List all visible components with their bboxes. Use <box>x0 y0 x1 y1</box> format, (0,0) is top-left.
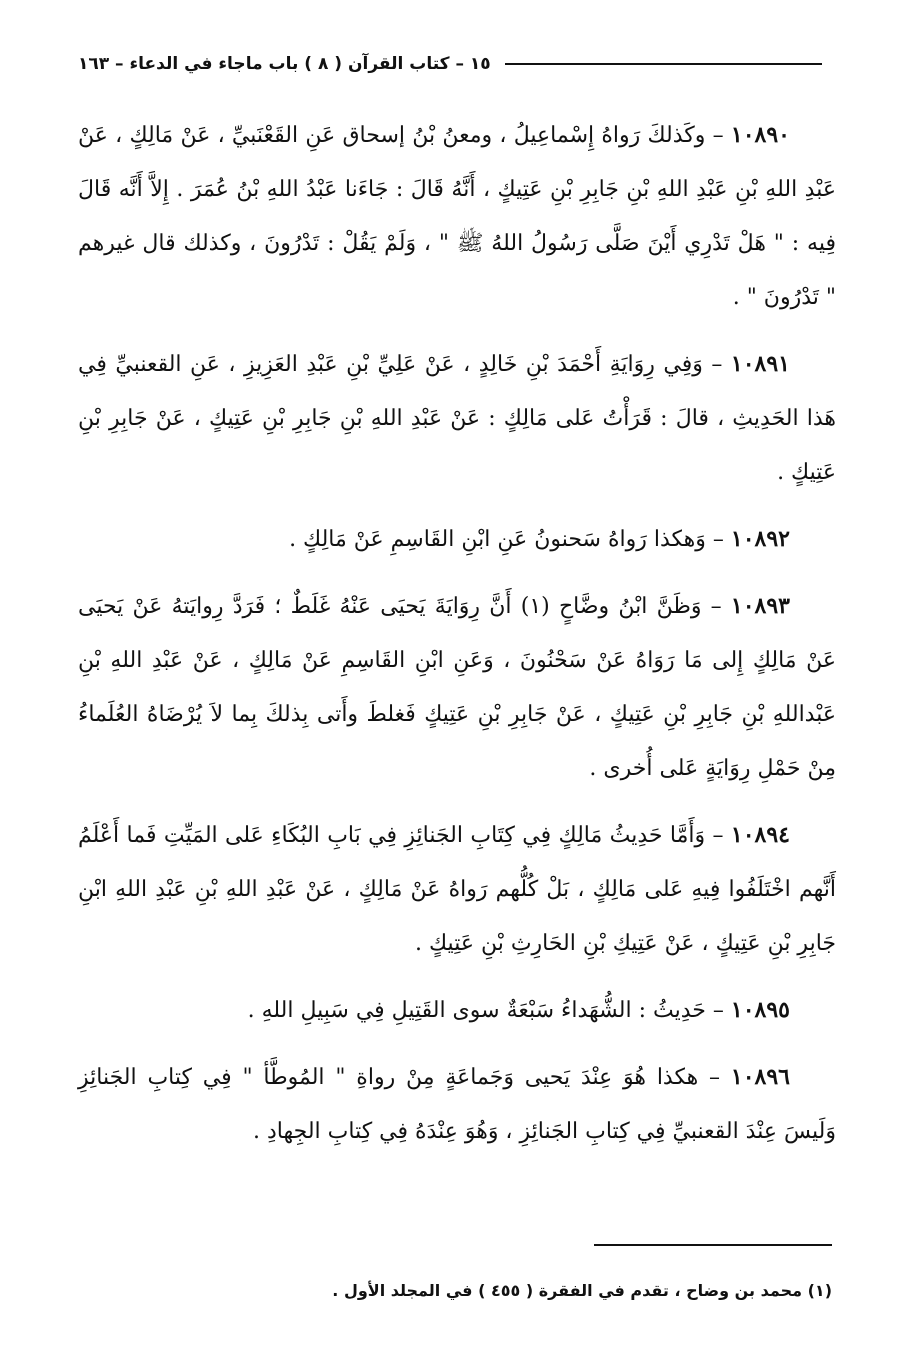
entry-10894 <box>78 808 836 971</box>
entry-10892 <box>78 512 836 567</box>
footnote-separator <box>594 1244 832 1246</box>
entry-10891 <box>78 337 836 500</box>
entry-text: – وكَذلكَ رَواهُ إِسْماعِيلُ ، ومعنُ بْنُ إسحاق عَنِ القَعْنَبيِّ ، عَنْ مَالِكٍ ، عَنْ عَبْدِ اللهِ بْنِ عَبْدِ اللهِ بْنِ جَابِرِ بْنِ عَتِيكٍ ، أَنَّهُ قَالَ : جَاءَنا عَبْدُ اللهِ بْنُ عُمَرَ . إِلاَّ أَنَّه قَالَ فِيه : " هَلْ تَدْرِي أَيْنَ صَلَّى رَسُولُ اللهُ ﷺ " ، وَلَمْ يَقُلْ : تَدْرُونَ ، وكذلك قال غيرهم " تَدْرُونَ " . <box>78 123 836 310</box>
entry-10896 <box>78 1050 836 1159</box>
running-header <box>78 44 836 84</box>
running-title: ١٥ – كتاب القرآن ( ٨ ) باب ماجاء في الدعاء – ١٦٣ <box>78 54 491 74</box>
footnote: (١) محمد بن وضاح ، تقدم في الفقرة ( ٤٥٥ ) في المجلد الأول . <box>332 1281 832 1300</box>
entry-number: ١٠٨٩٢ <box>730 526 790 552</box>
entry-10895 <box>78 983 836 1038</box>
entry-text: – هكذا هُوَ عِنْدَ يَحيى وَجَماعَةٍ مِنْ رواةِ " المُوطَّأ " فِي كِتابِ الجَنائِزِ وَلَيسَ عِنْدَ القعنبيِّ فِي كِتابِ الجَنائِزِ ، وَهُوَ عِنْدَهُ فِي كِتابِ الجِهادِ . <box>78 1065 836 1144</box>
entry-10893 <box>78 579 836 796</box>
header-rule <box>505 63 822 65</box>
entry-number: ١٠٨٩٣ <box>730 593 790 619</box>
entry-number: ١٠٨٩٤ <box>730 822 790 848</box>
entry-number: ١٠٨٩١ <box>730 351 790 377</box>
entry-10890 <box>78 108 836 325</box>
entry-text: – وَأَمَّا حَدِيثُ مَالِكٍ فِي كِتَابِ الجَنائِزِ فِي بَابِ البُكَاءِ عَلى المَيِّتِ فَما أَعْلَمُ أَنَّهم اخْتَلَفُوا فِيهِ عَلى مَالِكٍ ، بَلْ كُلُّهم رَواهُ عَنْ مَالِكٍ ، عَنْ عَبْدِ اللهِ بْنِ عَبْدِ اللهِ ابْنِ جَابِرِ بْنِ عَتِيكٍ ، عَنْ عَتِيكِ بْنِ الحَارِثِ بْنِ عَتِيكٍ . <box>78 823 836 956</box>
entry-text: – وَفِي رِوَايَةِ أَحْمَدَ بْنِ خَالِدٍ ، عَنْ عَلِيِّ بْنِ عَبْدِ العَزِيزِ ، عَنِ القعنبيِّ فِي هَذا الحَدِيثِ ، قالَ : قَرَأْتُ عَلى مَالِكٍ : عَنْ عَبْدِ اللهِ بْنِ جَابِرِ بْنِ عَتِيكٍ ، عَنْ جَابِرِ بْنِ عَتِيكٍ . <box>78 352 836 485</box>
entry-text: – وَظَنَّ ابْنُ وضَّاحٍ (١) أَنَّ رِوَايَةَ يَحيَى عَنْهُ غَلَطٌ ؛ فَرَدَّ رِوايَتهُ عَنْ يَحيَى عَنْ مَالِكٍ إِلى مَا رَوَاهُ عَنْ سَحْنُونَ ، وَعَنِ ابْنِ القَاسِمِ عَنْ مَالِكٍ ، عَنْ عَبْدِ اللهِ بْنِ عَبْداللهِ بْنِ جَابِرِ بْنِ عَتِيكٍ ، عَنْ جَابِرِ بْنِ عَتِيكٍ فَغلطَ وأَتى بِذلكَ بِما لاَ يُرْضَاهُ العُلَماءُ مِنْ حَمْلِ رِوَايَةٍ عَلى أُخرى . <box>78 594 836 781</box>
entry-number: ١٠٨٩٦ <box>730 1064 790 1090</box>
main-text <box>78 108 836 1171</box>
entry-number: ١٠٨٩٥ <box>730 997 790 1023</box>
entry-text: – وَهكذا رَواهُ سَحنونُ عَنِ ابْنِ القَاسِمِ عَنْ مَالِكٍ . <box>289 527 724 552</box>
entry-number: ١٠٨٩٠ <box>730 122 790 148</box>
entry-text: – حَدِيثُ : الشُّهَداءُ سَبْعَةٌ سوى القَتِيلِ فِي سَبِيلِ اللهِ . <box>247 998 724 1023</box>
